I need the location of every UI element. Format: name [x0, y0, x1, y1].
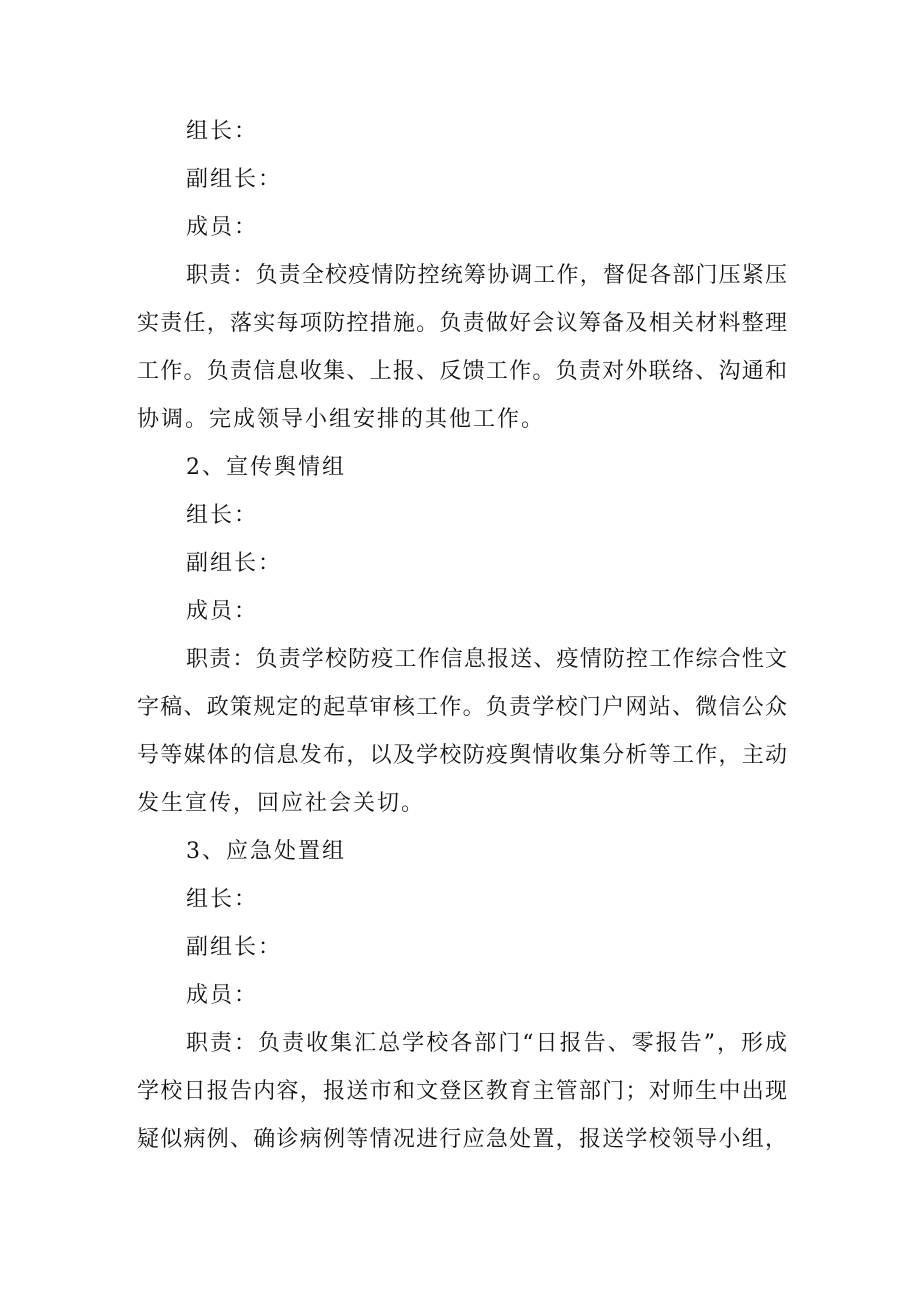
section-1-leader: 组长：	[186, 119, 259, 144]
section-3-heading: 3、应急处置组	[186, 839, 346, 864]
section-1-deputy: 副组长：	[186, 167, 283, 192]
section-1-duty-line-1: 职责：负责全校疫情防控统筹协调工作，督促各部门压紧压	[186, 263, 787, 288]
section-1-duty-line-2: 实责任，落实每项防控措施。负责做好会议筹备及相关材料整理	[137, 311, 787, 336]
section-1-duty-line-3: 工作。负责信息收集、上报、反馈工作。负责对外联络、沟通和	[137, 359, 787, 384]
section-2-deputy: 副组长：	[186, 551, 283, 576]
section-1-members: 成员：	[186, 215, 259, 240]
section-2-duty-line-1: 职责：负责学校防疫工作信息报送、疫情防控工作综合性文	[186, 647, 787, 672]
section-2-members: 成员：	[186, 599, 259, 624]
section-3-duty-line-3: 疑似病例、确诊病例等情况进行应急处置，报送学校领导小组，	[137, 1127, 787, 1152]
section-2-duty-line-4: 发生宣传，回应社会关切。	[137, 791, 426, 816]
section-2-leader: 组长：	[186, 503, 259, 528]
section-3-duty-line-1: 职责：负责收集汇总学校各部门“日报告、零报告”，形成	[186, 1031, 787, 1056]
section-2-heading: 2、宣传舆情组	[186, 455, 346, 480]
section-3-deputy: 副组长：	[186, 935, 283, 960]
section-2-duty-line-3: 号等媒体的信息发布，以及学校防疫舆情收集分析等工作，主动	[137, 743, 787, 768]
section-2-duty-line-2: 字稿、政策规定的起草审核工作。负责学校门户网站、微信公众	[137, 695, 787, 720]
section-3-leader: 组长：	[186, 887, 259, 912]
section-1-duty-line-4: 协调。完成领导小组安排的其他工作。	[137, 407, 546, 432]
section-3-duty-line-2: 学校日报告内容，报送市和文登区教育主管部门；对师生中出现	[137, 1079, 787, 1104]
section-3-members: 成员：	[186, 983, 259, 1008]
